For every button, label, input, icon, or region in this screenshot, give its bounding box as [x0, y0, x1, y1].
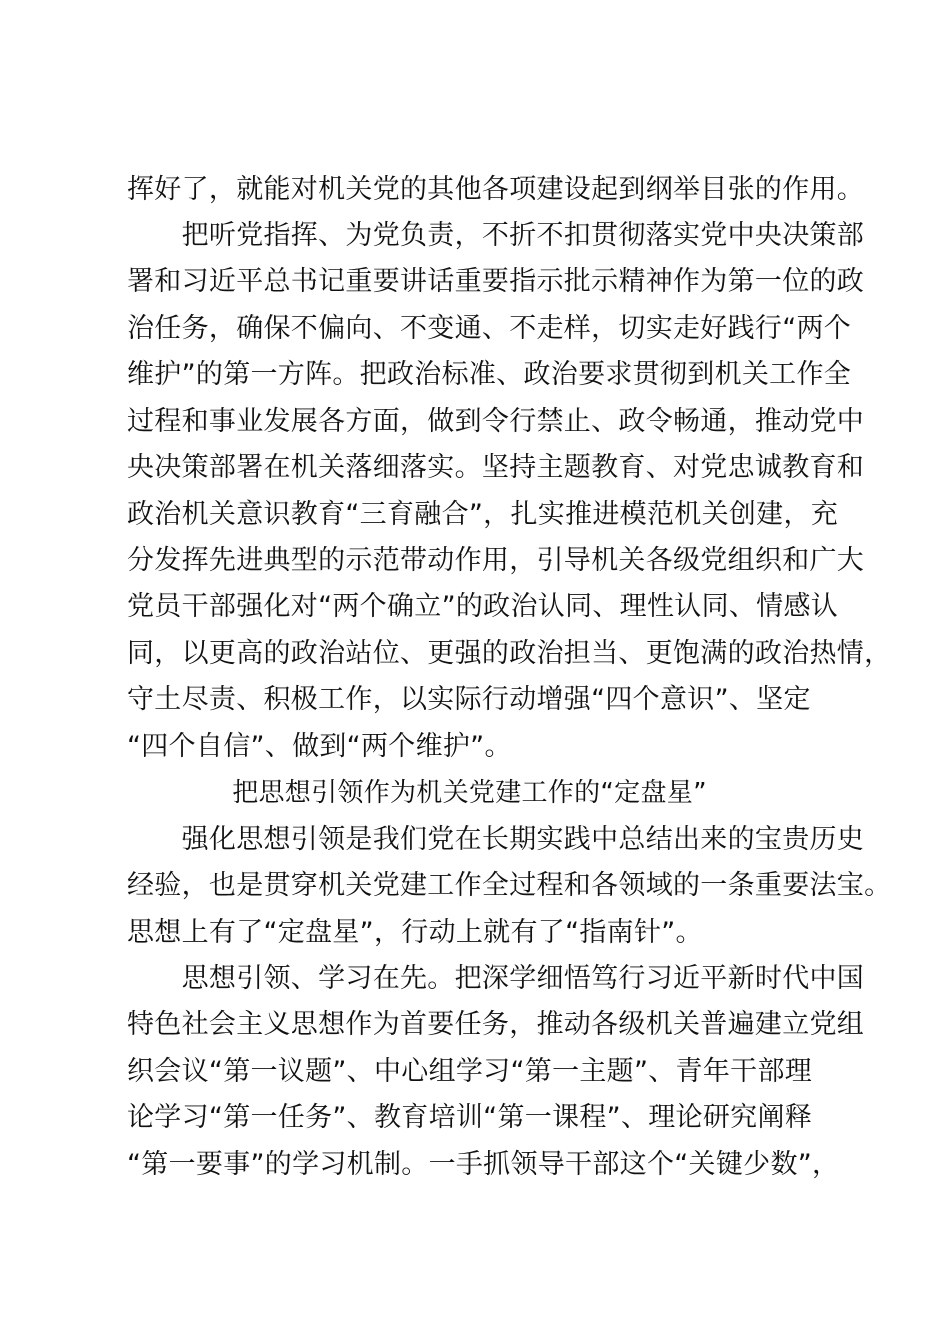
text-line: 强化思想引领是我们党在长期实践中总结出来的宝贵历史	[127, 824, 865, 855]
text-line: 同，以更高的政治站位、更强的政治担当、更饱满的政治热情，	[127, 638, 892, 669]
section-heading: 把思想引领作为机关党建工作的“定盘星”	[127, 778, 707, 808]
text-line: 央决策部署在机关落细落实。坚持主题教育、对党忠诚教育和	[127, 452, 865, 483]
text-line: 党员干部强化对“两个确立”的政治认同、理性认同、情感认	[127, 591, 839, 622]
text-line: 治任务，确保不偏向、不变通、不走样，切实走好践行“两个	[127, 313, 852, 344]
text-line: 署和习近平总书记重要讲话重要指示批示精神作为第一位的政	[127, 266, 865, 297]
text-line: 分发挥先进典型的示范带动作用，引导机关各级党组织和广大	[127, 545, 865, 576]
text-line: 把听党指挥、为党负责，不折不扣贯彻落实党中央决策部	[127, 220, 865, 251]
text-line: “四个自信”、做到“两个维护”。	[127, 731, 512, 762]
text-line: 思想上有了“定盘星”，行动上就有了“指南针”。	[127, 917, 703, 948]
text-line: 论学习“第一任务”、教育培训“第一课程”、理论研究阐释	[127, 1102, 813, 1133]
text-line: 过程和事业发展各方面，做到令行禁止、政令畅通，推动党中	[127, 406, 865, 437]
text-line: 织会议“第一议题”、中心组学习“第一主题”、青年干部理	[127, 1056, 813, 1087]
text-line: “第一要事”的学习机制。一手抓领导干部这个“关键少数”，	[127, 1149, 840, 1180]
text-line: 维护”的第一方阵。把政治标准、政治要求贯彻到机关工作全	[127, 359, 852, 390]
text-line: 特色社会主义思想作为首要任务，推动各级机关普遍建立党组	[127, 1009, 865, 1040]
text-line: 政治机关意识教育“三育融合”，扎实推进模范机关创建，充	[127, 499, 839, 530]
text-line: 守土尽责、积极工作，以实际行动增强“四个意识”、坚定	[127, 684, 811, 715]
text-line: 经验，也是贯穿机关党建工作全过程和各领域的一条重要法宝。	[127, 870, 892, 901]
text-line: 思想引领、学习在先。把深学细悟笃行习近平新时代中国	[127, 963, 865, 994]
text-line: 挥好了，就能对机关党的其他各项建设起到纲举目张的作用。	[127, 174, 865, 205]
